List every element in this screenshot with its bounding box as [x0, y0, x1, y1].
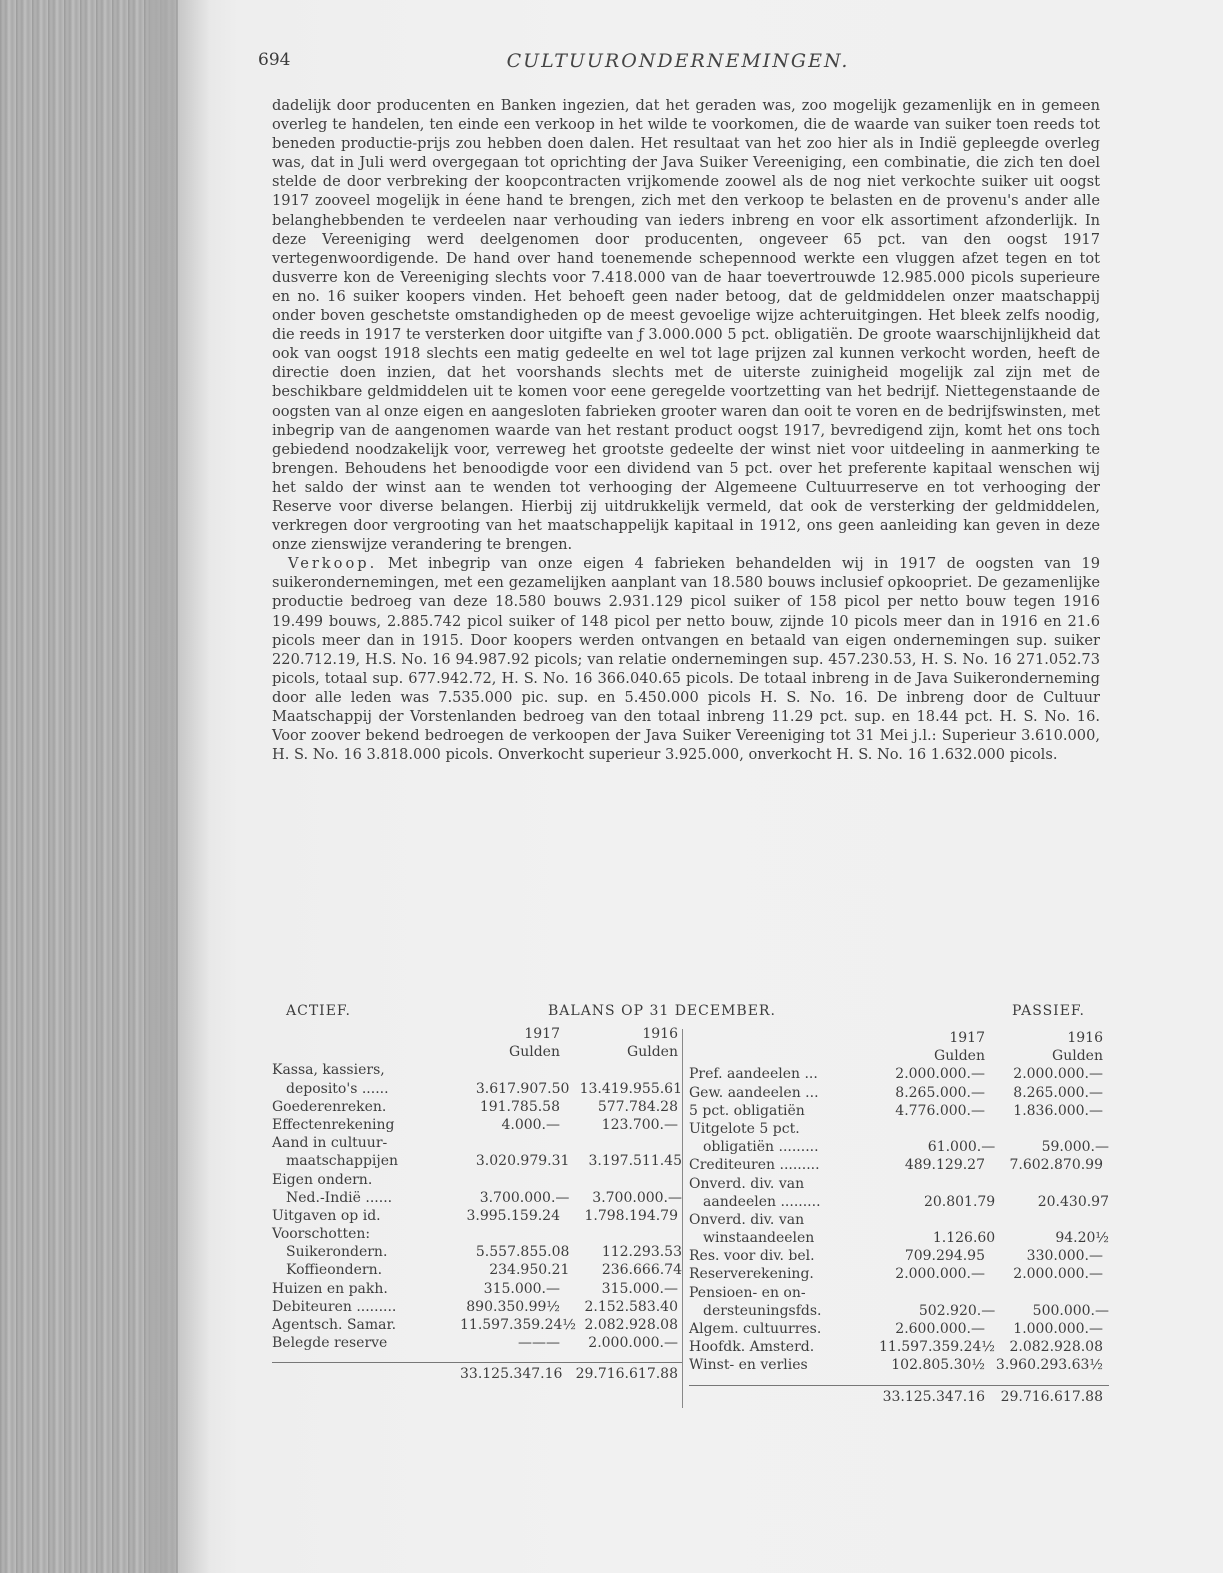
page-number: 694 — [258, 50, 291, 70]
year-1916: 1916 — [642, 1026, 678, 1042]
value-1916: 2.152.583.40 — [584, 1298, 678, 1315]
balance-sheet — [272, 1003, 1109, 1408]
row-label: maatschappijen — [286, 1153, 399, 1170]
passief-row — [689, 1084, 1109, 1102]
actief-rows — [272, 1061, 682, 1352]
passief-row — [689, 1065, 1109, 1083]
actief-row — [272, 1116, 682, 1134]
running-title: CULTUURONDERNEMINGEN. — [506, 50, 850, 72]
value-1917: 1.126.60 — [932, 1230, 996, 1247]
passief-row — [689, 1193, 1109, 1211]
value-1916: 2.082.928.08 — [1009, 1339, 1103, 1356]
value-1917: 2.000.000.— — [895, 1066, 985, 1083]
actief-total-row — [272, 1363, 682, 1385]
row-label: Algem. cultuurres. — [689, 1321, 822, 1337]
value-1916: 500.000.— — [1032, 1302, 1109, 1319]
actief-row — [272, 1261, 682, 1279]
value-1916: 3.197.511.45 — [588, 1153, 682, 1170]
actief-total-1916: 29.716.617.88 — [575, 1366, 678, 1383]
value-1917: 3.617.907.50 — [475, 1080, 570, 1097]
value-1916: 3.960.293.63½ — [995, 1357, 1103, 1374]
row-label: winstaandeelen — [703, 1230, 815, 1247]
value-1916: 8.265.000.— — [1013, 1084, 1103, 1101]
actief-row — [272, 1061, 682, 1079]
passief-row — [689, 1156, 1109, 1174]
year-1917: 1917 — [524, 1026, 560, 1042]
value-1916: 2.000.000.— — [1013, 1066, 1103, 1083]
value-1916 — [985, 1120, 1103, 1138]
row-label: Agentsch. Samar. — [272, 1317, 397, 1333]
value-1917: 3.995.159.24 — [466, 1207, 560, 1224]
value-1916: 94.20½ — [1055, 1230, 1109, 1247]
value-1916 — [985, 1284, 1103, 1302]
value-1917: 489.129.27 — [904, 1157, 985, 1174]
currency-1917: Gulden — [934, 1048, 985, 1065]
year-header-row — [689, 1029, 1109, 1047]
row-label: aandeelen ......... — [703, 1193, 821, 1210]
value-1916 — [560, 1134, 678, 1152]
passief-row — [689, 1338, 1109, 1356]
row-label: Voorschotten: — [272, 1226, 371, 1243]
paragraph-2-text: Met inbegrip van onze eigen 4 fabrieken behandelden wij in 1917 de oogsten van 19 suikerondernemingen, met een gezamelijken aanplant van 18.580 bouws inclusief opkoopriet. De gezamenlijke productie bedroeg van deze 18.580 bouws 2.931.129 picol suiker of 158 picol per netto bouw tegen 1916 19.499 bouws, 2.885.742 picol suiker of 148 picol per netto bouw, zijnde 10 picols meer dan in 1916 en 21.6 picols meer dan in 1915. Door koopers werden ontvangen en betaald van eigen ondernemingen sup. suiker 220.712.19, H.S. No. 16 94.987.92 picols; van relatie ondernemingen sup. 457.230.53, H. S. No. 16 271.052.73 picols, totaal sup. 677.942.72, H. S. No. 16 366.040.65 picols. De totaal inbreng in de Java Suikeronderneming door alle leden was 7.535.000 pic. sup. en 5.450.000 picols H. S. No. 16. De inbreng door de Cultuur Maatschappij der Vorstenlanden bedroeg van den totaal inbreng 11.29 pct. sup. en 18.44 pct. H. S. No. 16. Voor zoover bekend bedroegen de verkoopen der Java Suiker Vereeniging tot 31 Mei j.l.: Superieur 3.610.000, H. S. No. 16 3.818.000 picols. Onverkocht superieur 3.925.000, onverkocht H. S. No. 16 1.632.000 picols. — [272, 555, 1100, 764]
row-label: Belegde reserve — [272, 1335, 388, 1352]
value-1917: 315.000.— — [483, 1280, 560, 1297]
value-1917: 20.801.79 — [923, 1193, 996, 1210]
actief-row — [272, 1152, 682, 1170]
passief-row — [689, 1302, 1109, 1320]
value-1917: 61.000.— — [927, 1139, 996, 1156]
passief-total-1917: 33.125.347.16 — [882, 1388, 985, 1405]
row-label: Onverd. div. van — [689, 1175, 805, 1192]
value-1917: 2.000.000.— — [895, 1266, 985, 1283]
row-label: Pensioen- en on- — [689, 1284, 806, 1301]
year-1916: 1916 — [1067, 1030, 1103, 1046]
value-1917: 4.000.— — [501, 1116, 560, 1133]
value-1916: 2.000.000.— — [588, 1335, 678, 1352]
passief-row — [689, 1120, 1109, 1138]
value-1916 — [560, 1225, 678, 1243]
actief-row — [272, 1225, 682, 1243]
paragraph-1: dadelijk door producenten en Banken ingezien, dat het geraden was, zoo mogelijk gezamenlijk en in gemeen overleg te handelen, ten einde een verkoop in het wilde te voorkomen, die de waarde van suiker toen reeds tot beneden productie-prijs zou hebben doen dalen. Het resultaat van het zoo hier als in Indië gepleegde overleg was, dat in Juli werd overgegaan tot oprichting der Java Suiker Vereeniging, een combinatie, die zich ten doel stelde de door verbreking der koopcontracten vrijkomende zoowel als de nog niet verkochte suiker uit oogst 1917 zooveel mogelijk in éene hand te brengen, zich met den verkoop te belasten en de provenu's ander alle belanghebbenden te verdeelen naar verhouding van ieders inbreng en voor elk assortiment afzonderlijk. In deze Vereeniging werd deelgenomen door producenten, ongeveer 65 pct. van den oogst 1917 vertegenwoordigende. De hand over hand toenemende schepennood werkte een vluggen afzet tegen en tot dusverre kon de Vereeniging slechts voor 7.418.000 van de haar toevertrouwde 12.985.000 picols superieure en no. 16 suiker koopers vinden. Het behoeft geen nader betoog, dat de geldmiddelen onzer maatschappij onder boven geschetste omstandigheden op de meest gevoelige wijze achteruitgingen. Het bleek zelfs noodig, die reeds in 1917 te versterken door uitgifte van ƒ 3.000.000 5 pct. obligatiën. De groote waarschijnlijkheid dat ook van oogst 1918 slechts een matig gedeelte en wel tot lage prijzen zal kunnen verkocht worden, heeft de directie doen inzien, dat het voorshands slechts met de uiterste zuinigheid mogelijk zal zijn met de beschikbare geldmiddelen uit te komen voor eene geregelde voortzetting van het bedrijf. Niettegenstaande de oogsten van al onze eigen en aangesloten fabrieken grooter waren dan ooit te voren en de bedrijfswinsten, met inbegrip van de aangenomen waarde van het restant product oogst 1917, bevredigend zijn, komt het ons toch gebiedend noodzakelijk voor, verreweg het grootste gedeelte der winst niet voor uitdeeling in aanmerking te brengen. Behoudens het benoodigde voor een dividend van 5 pct. over het preferente kapitaal wenschen wij het saldo der winst aan te wenden tot verhooging der Algemeene Cultuurreserve en tot verhooging der Reserve voor diverse belangen. Hierbij zij uitdrukkelijk vermeld, dat ook de versterking der geldmiddelen, verkregen door vergrooting van het maatschappelijk kapitaal in 1912, ons geen aanleiding kan geven in deze onze zienswijze verandering te brengen. — [272, 97, 1100, 554]
value-1917 — [460, 1225, 560, 1243]
value-1916: 315.000.— — [601, 1280, 678, 1297]
row-label: Effectenrekening — [272, 1116, 395, 1133]
row-label: Crediteuren ......... — [689, 1157, 820, 1174]
value-1916: 112.293.53 — [601, 1244, 682, 1261]
value-1916: 236.666.74 — [601, 1262, 682, 1279]
currency-1917: Gulden — [509, 1044, 560, 1061]
row-label: Goederenreken. — [272, 1098, 387, 1115]
row-label: Ned.-Indië ...... — [286, 1189, 393, 1206]
value-1917 — [460, 1061, 560, 1079]
passief-row — [689, 1265, 1109, 1283]
passief-total-1916: 29.716.617.88 — [1000, 1388, 1103, 1405]
actief-row — [272, 1080, 682, 1098]
row-label: Huizen en pakh. — [272, 1280, 388, 1297]
actief-row — [272, 1280, 682, 1298]
value-1916: 123.700.— — [601, 1116, 678, 1133]
value-1916: 577.784.28 — [597, 1098, 678, 1115]
value-1917: 5.557.855.08 — [475, 1244, 570, 1261]
row-label: Kassa, kassiers, — [272, 1062, 385, 1079]
value-1917 — [460, 1134, 560, 1152]
actief-row — [272, 1207, 682, 1225]
actief-row — [272, 1189, 682, 1207]
row-label: Hoofdk. Amsterd. — [689, 1339, 815, 1356]
passief-table — [682, 1029, 1109, 1408]
row-label: Suikerondern. — [286, 1244, 388, 1261]
row-label: Reserverekening. — [689, 1266, 814, 1283]
row-label: obligatiën ......... — [703, 1139, 819, 1156]
year-header-row — [272, 1025, 682, 1043]
value-1916: 3.700.000.— — [592, 1189, 682, 1206]
row-label: Koffieondern. — [286, 1262, 383, 1279]
passief-rows — [689, 1065, 1109, 1374]
row-label: dersteuningsfds. — [703, 1302, 822, 1319]
value-1916: 1.798.194.79 — [584, 1207, 678, 1224]
passief-row — [689, 1229, 1109, 1247]
value-1917: 11.597.359.24½ — [879, 1339, 995, 1356]
row-label: Uitgelote 5 pct. — [689, 1120, 800, 1137]
value-1916 — [985, 1175, 1103, 1193]
value-1916: 20.430.97 — [1037, 1193, 1109, 1210]
actief-heading: ACTIEF. — [286, 1003, 351, 1019]
passief-row — [689, 1356, 1109, 1374]
value-1917: 709.294.95 — [904, 1248, 985, 1265]
value-1916: 2.000.000.— — [1013, 1266, 1103, 1283]
currency-1916: Gulden — [627, 1044, 678, 1061]
currency-1916: Gulden — [1052, 1048, 1103, 1065]
passief-total-row — [689, 1386, 1109, 1408]
row-label: Winst- en verlies — [689, 1357, 808, 1374]
row-label: Res. voor div. bel. — [689, 1248, 815, 1265]
page-header — [258, 50, 1098, 80]
gutter-shadow — [150, 0, 210, 1573]
passief-row — [689, 1175, 1109, 1193]
value-1916: 1.000.000.— — [1013, 1321, 1103, 1337]
value-1917: 11.597.359.24½ — [460, 1317, 576, 1333]
passief-row — [689, 1102, 1109, 1120]
balance-columns — [272, 1025, 1109, 1408]
value-1916 — [560, 1061, 678, 1079]
value-1916: 7.602.870.99 — [1009, 1157, 1103, 1174]
value-1917: 4.776.000.— — [895, 1102, 985, 1119]
value-1917 — [879, 1284, 985, 1302]
value-1917 — [879, 1175, 985, 1193]
actief-table — [272, 1025, 682, 1408]
row-label: 5 pct. obligatiën — [689, 1102, 805, 1119]
currency-header-row — [272, 1043, 682, 1061]
paragraph-2 — [272, 554, 1100, 764]
year-1917: 1917 — [949, 1030, 985, 1046]
value-1917 — [879, 1211, 985, 1229]
passief-row — [689, 1247, 1109, 1265]
row-label: Onverd. div. van — [689, 1211, 805, 1228]
value-1917: 502.920.— — [918, 1302, 996, 1319]
body-text — [272, 96, 1100, 764]
value-1917: 234.950.21 — [489, 1262, 570, 1279]
actief-row — [272, 1098, 682, 1116]
value-1917 — [460, 1171, 560, 1189]
passief-row — [689, 1211, 1109, 1229]
value-1917: 3.020.979.31 — [475, 1153, 570, 1170]
actief-row — [272, 1243, 682, 1261]
value-1916: 2.082.928.08 — [584, 1317, 678, 1333]
actief-row — [272, 1298, 682, 1316]
passief-row — [689, 1320, 1109, 1338]
actief-row — [272, 1134, 682, 1152]
value-1916: 330.000.— — [1026, 1248, 1103, 1265]
passief-heading: PASSIEF. — [1012, 1003, 1085, 1019]
actief-row — [272, 1316, 682, 1334]
passief-row — [689, 1284, 1109, 1302]
value-1917: 191.785.58 — [479, 1098, 560, 1115]
value-1917: 890.350.99½ — [466, 1298, 560, 1315]
section-lead-verkoop: Verkoop. — [288, 555, 378, 573]
balance-title: BALANS OP 31 DECEMBER. — [548, 1003, 776, 1019]
value-1917: 102.805.30½ — [891, 1357, 985, 1374]
row-label: Eigen ondern. — [272, 1171, 373, 1188]
value-1917: ——— — [518, 1335, 560, 1352]
value-1917: 8.265.000.— — [895, 1084, 985, 1101]
value-1916: 59.000.— — [1041, 1139, 1109, 1156]
value-1917 — [879, 1120, 985, 1138]
row-label: Aand in cultuur- — [272, 1135, 388, 1152]
row-label: Pref. aandeelen ... — [689, 1066, 818, 1083]
actief-total-1917: 33.125.347.16 — [460, 1366, 563, 1383]
value-1916: 1.836.000.— — [1013, 1102, 1103, 1119]
value-1917: 3.700.000.— — [479, 1189, 570, 1206]
value-1916 — [560, 1171, 678, 1189]
actief-row — [272, 1171, 682, 1189]
row-label: Debiteuren ......... — [272, 1298, 397, 1315]
value-1917: 2.600.000.— — [895, 1321, 985, 1337]
balance-headings — [272, 1003, 1102, 1025]
passief-row — [689, 1138, 1109, 1156]
value-1916: 13.419.955.61 — [579, 1080, 682, 1097]
row-label: deposito's ...... — [286, 1080, 389, 1097]
actief-row — [272, 1334, 682, 1352]
row-label: Uitgaven op id. — [272, 1207, 381, 1224]
value-1916 — [985, 1211, 1103, 1229]
row-label: Gew. aandeelen ... — [689, 1084, 819, 1101]
currency-header-row — [689, 1047, 1109, 1065]
